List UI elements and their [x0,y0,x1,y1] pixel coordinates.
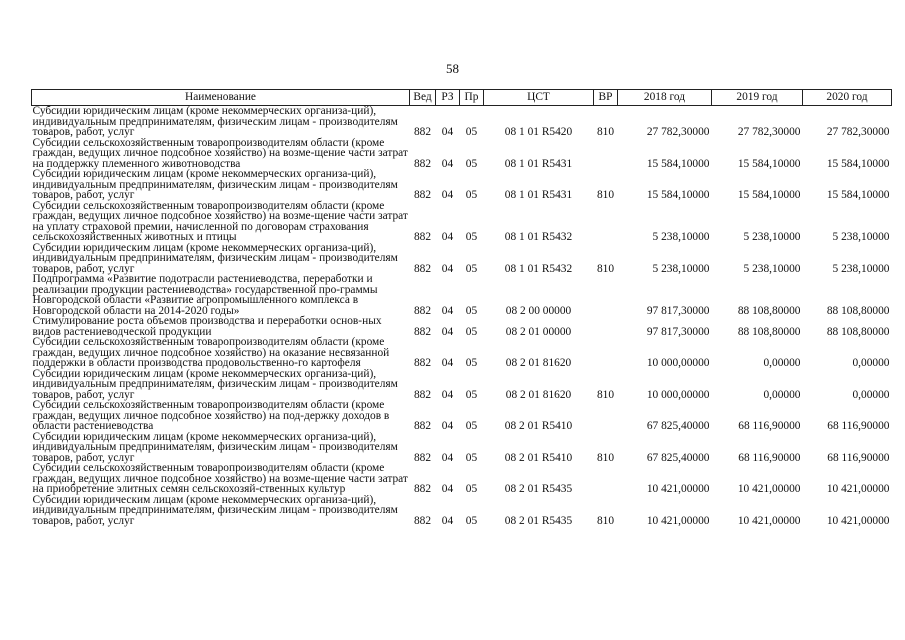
row-cst: 08 2 01 R5435 [504,514,573,527]
row-name: Подпрограмма «Развитие подотрасли растениеводства, переработки и реализации продукции растениеводства» государственной про-граммы Новгородской области «Развитие агропромышленного комплекса в Новгородской области на 2014-2020 годы» [32,273,378,317]
table-row [32,400,892,432]
row-amount-2020: 15 584,10000 [826,189,890,201]
budget-table [31,89,892,526]
row-vr [594,138,618,170]
header-2018: 2018 год [618,90,712,106]
row-rz: 04 [441,357,454,369]
row-amount-2019: 5 238,10000 [743,262,801,275]
row-ved: 882 [413,451,432,464]
row-amount-2019: 68 116,90000 [738,451,801,464]
row-amount-2020: 68 116,90000 [827,451,890,464]
row-rz: 04 [441,388,454,401]
row-vr [594,337,618,369]
row-amount-2018: 10 000,00000 [646,388,710,401]
row-ved: 882 [413,357,432,369]
header-name: Наименование [32,90,410,106]
row-amount-2020: 0,00000 [852,388,890,401]
row-name: Субсидии сельскохозяйственным товаропроизводителям области (кроме граждан, ведущих личное подсобное хозяйство) на под-держку доходов в области растениеводства [32,399,390,432]
header-cst: ЦСТ [484,90,594,106]
row-amount-2019: 68 116,90000 [738,420,801,432]
row-ved: 882 [413,483,432,495]
table-row [32,432,892,464]
row-pr: 05 [465,357,478,369]
row-rz: 04 [441,304,454,317]
row-pr: 05 [465,304,478,317]
table-row [32,463,892,495]
row-amount-2020: 10 421,00000 [826,514,890,527]
table-row [32,201,892,243]
row-amount-2020: 15 584,10000 [826,157,890,170]
row-rz: 04 [441,514,454,527]
row-name: Субсидии юридическим лицам (кроме некоммерческих организа-ций), индивидуальным предпринимателям, физическим лицам - производителям товаров, работ, услуг [32,367,398,401]
header-vr: ВР [594,90,618,106]
row-amount-2020: 88 108,80000 [826,325,890,338]
row-cst: 08 2 01 R5410 [504,420,573,432]
row-cst: 08 2 01 81620 [505,357,572,369]
row-vr [594,316,618,337]
row-amount-2020: 68 116,90000 [827,420,890,432]
row-ved: 882 [413,388,432,401]
row-ved: 882 [413,325,432,338]
row-name: Субсидии юридическим лицам (кроме некоммерческих организа-ций), индивидуальным предпринимателям, физическим лицам - производителям товаров, работ, услуг [32,430,398,464]
row-pr: 05 [465,388,478,401]
row-cst: 08 2 00 00000 [505,304,572,317]
row-amount-2020: 0,00000 [852,357,890,369]
row-ved: 882 [413,231,432,243]
row-vr [594,274,618,316]
table-row [32,243,892,275]
header-rz: РЗ [436,90,460,106]
row-rz: 04 [441,189,454,201]
row-ved: 882 [413,420,432,432]
row-amount-2020: 88 108,80000 [826,304,890,317]
table-row [32,495,892,527]
row-ved: 882 [413,189,432,201]
row-vr: 810 [596,126,615,138]
row-amount-2018: 67 825,40000 [646,451,710,464]
row-ved: 882 [413,262,432,275]
table-row [32,274,892,316]
row-vr: 810 [596,514,615,527]
table-body [32,106,892,527]
row-amount-2018: 27 782,30000 [646,126,710,138]
table-row [32,337,892,369]
table-header-row [32,90,892,106]
row-amount-2020: 5 238,10000 [832,231,890,243]
row-rz: 04 [441,126,454,138]
row-rz: 04 [441,325,454,338]
row-name: Субсидии сельскохозяйственным товаропроизводителям области (кроме граждан, ведущих личное подсобное хозяйство) на возме-щение части затрат на приобретение элитных семян сельскохозяй-ственных культур [32,462,408,495]
table-row [32,138,892,170]
row-pr: 05 [465,325,478,338]
row-rz: 04 [441,231,454,243]
row-amount-2019: 10 421,00000 [737,514,801,527]
row-name: Субсидии юридическим лицам (кроме некоммерческих организа-ций), индивидуальным предпринимателям, физическим лицам - производителям товаров, работ, услуг [32,241,398,275]
row-pr: 05 [465,157,478,170]
row-name: Субсидии сельскохозяйственным товаропроизводителям области (кроме граждан, ведущих личное подсобное хозяйство) на возме-щение части затрат на поддержку племенного животноводства [32,136,408,170]
header-ved: Вед [410,90,436,106]
row-rz: 04 [441,157,454,170]
row-amount-2018: 97 817,30000 [646,304,710,317]
row-cst: 08 2 01 00000 [505,325,572,338]
row-name: Субсидии юридическим лицам (кроме некоммерческих организа-ций), индивидуальным предпринимателям, физическим лицам - производителям товаров, работ, услуг [32,493,398,527]
header-2019: 2019 год [712,90,803,106]
row-ved: 882 [413,157,432,170]
page-number: 58 [446,61,459,76]
row-amount-2020: 5 238,10000 [832,262,890,275]
row-amount-2018: 10 000,00000 [646,357,710,369]
table-row [32,169,892,201]
row-amount-2019: 27 782,30000 [737,126,801,138]
row-name: Стимулирование роста объемов производства и переработки основ-ных видов растениеводческой продукции [32,315,382,338]
row-pr: 05 [465,483,478,495]
row-vr [594,201,618,243]
row-name: Субсидии сельскохозяйственным товаропроизводителям области (кроме граждан, ведущих личное подсобное хозяйство) на оказание несвязанной поддержки в области производства продовольственно-го картофеля [32,336,390,369]
row-rz: 04 [441,262,454,275]
row-ved: 882 [413,514,432,527]
row-amount-2018: 15 584,10000 [646,157,710,170]
row-cst: 08 1 01 R5432 [504,262,573,275]
row-rz: 04 [441,451,454,464]
row-vr: 810 [596,388,615,401]
row-amount-2019: 0,00000 [763,357,801,369]
row-cst: 08 2 01 R5435 [504,483,573,495]
row-amount-2019: 0,00000 [763,388,801,401]
row-ved: 882 [413,126,432,138]
row-cst: 08 2 01 81620 [505,388,572,401]
row-pr: 05 [465,262,478,275]
row-pr: 05 [465,126,478,138]
row-pr: 05 [465,420,478,432]
table-row [32,106,892,138]
row-cst: 08 1 01 R5432 [504,231,573,243]
row-amount-2018: 10 421,00000 [646,514,710,527]
row-amount-2019: 88 108,80000 [737,304,801,317]
row-name: Субсидии юридическим лицам (кроме некоммерческих организа-ций), индивидуальным предпринимателям, физическим лицам - производителям товаров, работ, услуг [32,105,398,138]
header-pr: Пр [460,90,484,106]
row-amount-2020: 10 421,00000 [826,483,890,495]
row-amount-2019: 15 584,10000 [737,189,801,201]
row-pr: 05 [465,189,478,201]
row-rz: 04 [441,483,454,495]
row-amount-2018: 15 584,10000 [646,189,710,201]
row-amount-2019: 10 421,00000 [737,483,801,495]
row-pr: 05 [465,514,478,527]
row-amount-2019: 88 108,80000 [737,325,801,338]
row-cst: 08 1 01 R5420 [504,126,573,138]
row-cst: 08 1 01 R5431 [504,157,573,170]
row-cst: 08 2 01 R5410 [504,451,573,464]
row-cst: 08 1 01 R5431 [504,189,573,201]
row-pr: 05 [465,231,478,243]
header-2020: 2020 год [803,90,892,106]
row-amount-2019: 5 238,10000 [743,231,801,243]
row-ved: 882 [413,304,432,317]
row-amount-2018: 10 421,00000 [646,483,710,495]
row-amount-2020: 27 782,30000 [826,126,890,138]
row-amount-2018: 67 825,40000 [646,420,710,432]
row-amount-2019: 15 584,10000 [737,157,801,170]
row-vr [594,463,618,495]
row-amount-2018: 97 817,30000 [646,325,710,338]
row-vr: 810 [596,451,615,464]
row-name: Субсидии сельскохозяйственным товаропроизводителям области (кроме граждан, ведущих личное подсобное хозяйство) на возме-щение части затрат на уплату страховой премии, начисленной по договорам страхования сельскохозяйственных животных и птицы [32,199,408,243]
row-rz: 04 [441,420,454,432]
row-pr: 05 [465,451,478,464]
row-vr: 810 [596,262,615,275]
table-row [32,316,892,337]
row-vr [594,400,618,432]
row-amount-2018: 5 238,10000 [652,231,710,243]
row-vr: 810 [596,189,615,201]
row-amount-2018: 5 238,10000 [652,262,710,275]
row-name: Субсидии юридическим лицам (кроме некоммерческих организа-ций), индивидуальным предпринимателям, физическим лицам - производителям товаров, работ, услуг [32,168,398,201]
table-row [32,369,892,401]
